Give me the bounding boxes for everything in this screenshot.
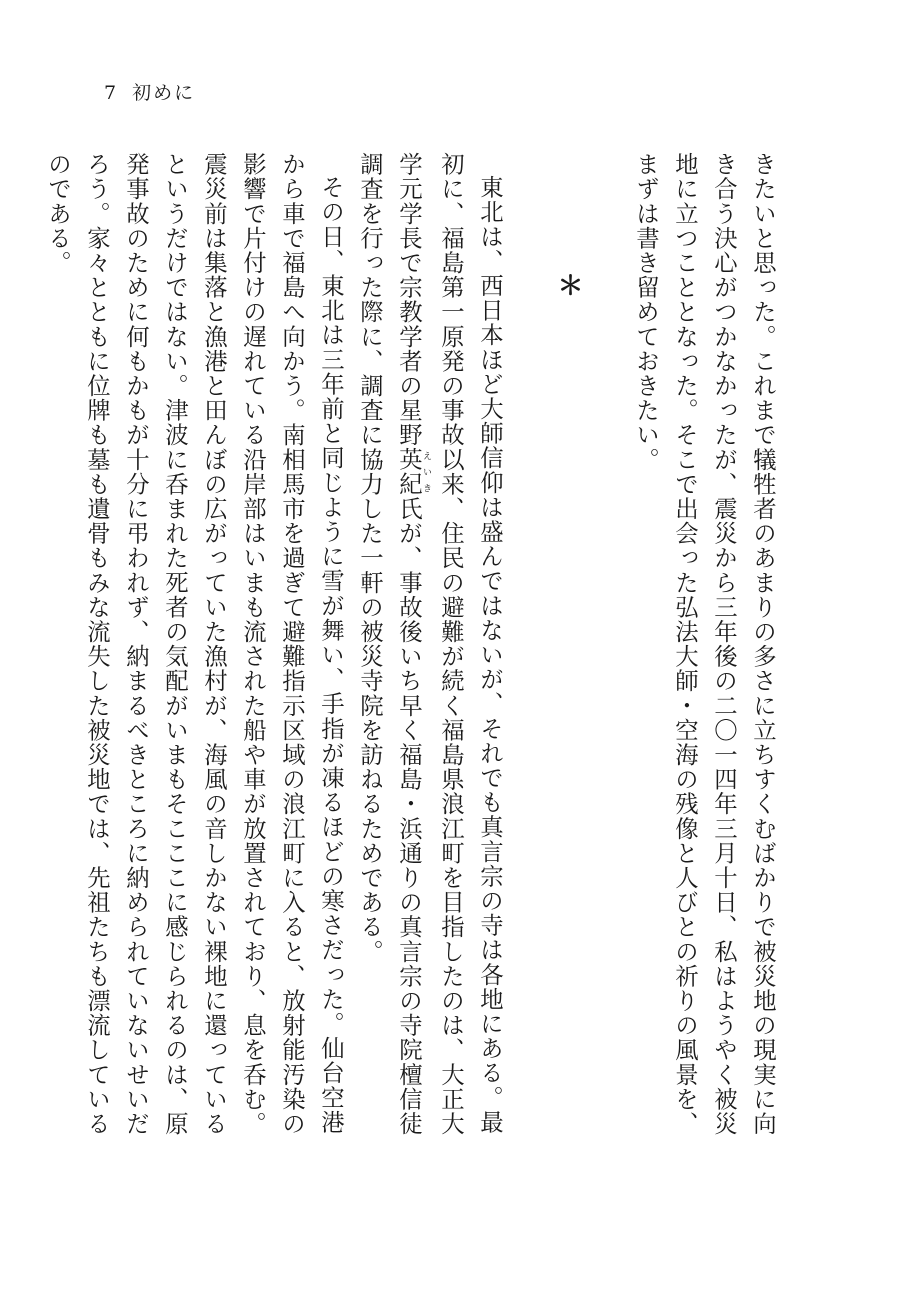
text-line: まずは書き留めておきたい。: [632, 152, 660, 472]
text-line: というだけではない。津波に呑まれた死者の気配がいまもそこここに感じられるのは、原: [161, 152, 189, 1136]
text-line: 調査を行った際に、調査に協力した一軒の被災寺院を訪ねるためである。: [356, 152, 384, 964]
text-segment: 学元学長で宗教学者の星野: [395, 152, 423, 448]
blank-line: [587, 152, 626, 1032]
text-line: から車で福島へ向かう。南相馬市を過ぎて避難指示区域の浪江町に入ると、放射能汚染の: [278, 152, 306, 1136]
blank-line: [509, 152, 548, 1032]
text-segment: 氏が、事故後いち早く福島・浜通りの真言宗の寺院檀信徒: [395, 496, 423, 1137]
chapter-title: 初めに: [132, 82, 196, 104]
text-line: 震災前は集落と漁港と田んぼの広がっていた漁村が、海風の音しかない裸地に還っている: [200, 152, 228, 1136]
text-line: きたいと思った。これまで犠牲者のあまりの多さに立ちすくむばかりで被災地の現実に向: [749, 152, 777, 1136]
text-line: 地に立つこととなった。そこで出会った弘法大師・空海の残像と人びとの祈りの風景を、: [671, 152, 699, 1136]
text-line: 初に、福島第一原発の事故以来、住民の避難が続く福島県浪江町を目指したのは、大正大: [437, 152, 465, 1136]
text-line: ろう。家々とともに位牌も墓も遺骨もみな流失した被災地では、先祖たちも漂流している: [83, 152, 111, 1136]
ruby-base: 英紀: [395, 447, 423, 497]
page-header: [104, 78, 195, 105]
text-line: [389, 152, 431, 1137]
section-separator: ＊: [553, 272, 583, 300]
text-line: 東北は、西日本ほど大師信仰は盛んではないが、それでも真言宗の寺は各地にある。最: [476, 175, 504, 1135]
text-line: その日、東北は三年前と同じように雪が舞い、手指が凍るほどの寒さだった。仙台空港: [317, 175, 345, 1135]
page-number: 7: [104, 82, 119, 104]
body-text: [38, 152, 782, 1137]
text-line: のである。: [44, 152, 72, 275]
text-line: き合う決心がつかなかったが、震災から三年後の二〇一四年三月十日、私はようやく被災: [710, 152, 738, 1136]
ruby-reading: えいき: [421, 447, 431, 497]
text-line: 発事故のために何もかもが十分に弔われず、納まるべきところに納められていないせいだ: [122, 152, 150, 1136]
ruby-name: [395, 447, 431, 497]
text-line: 影響で片付けの遅れている沿岸部はいまも流された船や車が放置されており、息を呑む。: [239, 152, 267, 1136]
